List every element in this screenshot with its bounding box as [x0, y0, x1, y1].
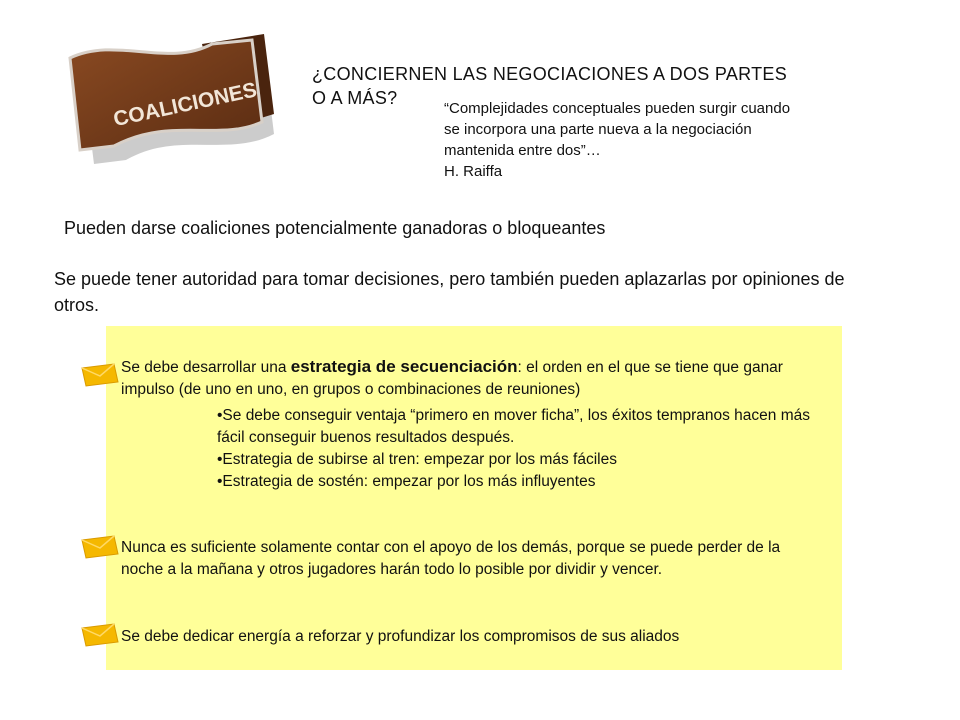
banner-text: COALICIONES — [111, 78, 259, 132]
quote-author: H. Raiffa — [444, 163, 503, 180]
quote-block — [444, 98, 864, 182]
bullet-1-emphasis: estrategia de secuenciación — [290, 357, 518, 376]
coaliciones-banner — [62, 30, 282, 180]
sub-bullet-list — [217, 405, 817, 493]
bullet-allies: Se debe dedicar energía a reforzar y profundizar los compromisos de sus aliados — [121, 628, 680, 645]
body-line-2: Se puede tener autoridad para tomar decisiones, pero también pueden aplazarlas por opiniones de otros. — [54, 269, 845, 315]
title-line-2: O A MÁS? — [312, 88, 398, 108]
envelope-bullet-icon — [80, 534, 120, 560]
quote-line-2: se incorpora una parte nueva a la negociación — [444, 121, 752, 138]
title-line-1: ¿CONCIERNEN LAS NEGOCIACIONES A DOS PARTES — [312, 64, 788, 84]
bullet-1-post: : el orden en el que se tiene que ganar impulso (de uno en uno, en grupos o combinaciones de reuniones) — [121, 359, 783, 398]
envelope-bullet-icon — [80, 362, 120, 388]
sub-bullet-item: •Estrategia de sostén: empezar por los más influyentes — [217, 473, 596, 490]
quote-line-3: mantenida entre dos”… — [444, 142, 601, 159]
quote-line-1: “Complejidades conceptuales pueden surgir cuando — [444, 100, 791, 117]
bullet-sequencing-strategy — [121, 356, 821, 401]
bullet-support: Nunca es suficiente solamente contar con el apoyo de los demás, porque se puede perder de la noche a la mañana y otros jugadores harán todo lo posible por dividir y vencer. — [121, 539, 781, 578]
bullet-1-pre: Se debe desarrollar una — [121, 359, 291, 376]
sub-bullet-item: •Estrategia de subirse al tren: empezar por los más fáciles — [217, 451, 617, 468]
sub-bullet-item: •Se debe conseguir ventaja “primero en mover ficha”, los éxitos tempranos hacen más fácil conseguir buenos resultados después. — [217, 407, 810, 446]
body-line-1: Pueden darse coaliciones potencialmente ganadoras o bloqueantes — [64, 218, 606, 238]
envelope-bullet-icon — [80, 622, 120, 648]
